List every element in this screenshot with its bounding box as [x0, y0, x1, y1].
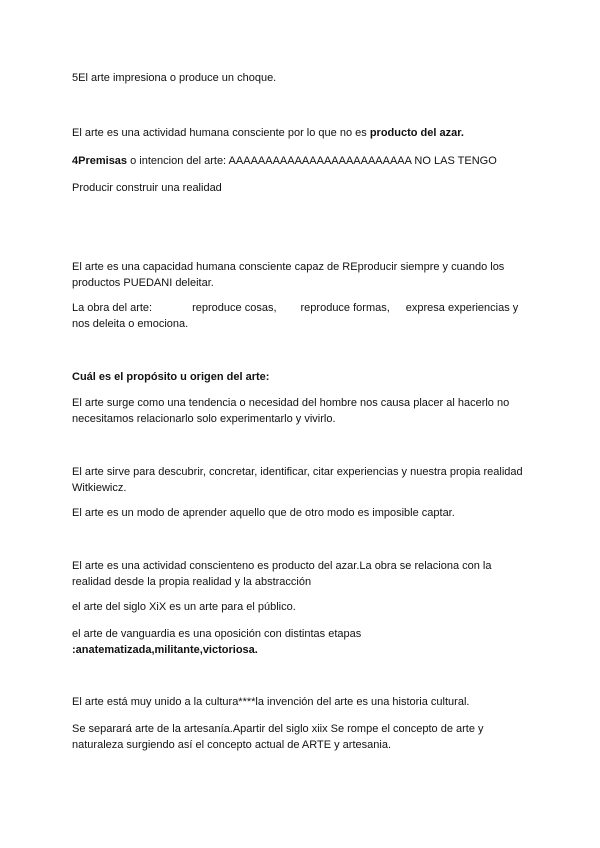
paragraph-artesania: [72, 721, 532, 753]
paragraph-actividad-consciente: [72, 558, 532, 590]
paragraph-text: Producir construir una realidad: [72, 182, 222, 194]
paragraph-text: expresa experiencias y nos deleita o emociona.: [72, 302, 519, 330]
paragraph-tendencia: [72, 395, 532, 427]
paragraph-text: reproduce cosas,: [192, 302, 277, 314]
paragraph-vanguardia: [72, 626, 532, 658]
paragraph-text: Se separará arte de la artesanía.Apartir del siglo xiix Se rompe el concepto de arte y naturaleza surgiendo así el concepto actual de ARTE y artesania.: [72, 723, 484, 751]
bold-text: producto del azar.: [369, 127, 464, 139]
paragraph-text: 5El arte impresiona o produce un choque.: [72, 72, 277, 84]
paragraph-descubrir: [72, 464, 532, 496]
paragraph-aprender: [72, 505, 532, 521]
paragraph-text: reproduce formas,: [300, 302, 390, 314]
section-heading: [72, 369, 532, 385]
paragraph-producir: [72, 180, 532, 196]
paragraph-cultura: [72, 694, 532, 710]
paragraph-premisas: [72, 153, 532, 169]
paragraph-text: el arte del siglo XiX es un arte para el público.: [72, 601, 296, 613]
bold-text: 4Premisas: [72, 155, 128, 167]
paragraph-text: El arte es una actividad humana consciente por lo que no es: [72, 127, 370, 139]
paragraph-text: El arte está muy unido a la cultura****la invención del arte es una historia cultural.: [72, 696, 470, 708]
paragraph-siglo-xix: [72, 599, 532, 615]
paragraph-text: o intencion del arte: AAAAAAAAAAAAAAAAAAAAAAAAA NO LAS TENGO: [127, 155, 497, 167]
paragraph-text: El arte es una actividad conscienteno es producto del azar.La obra se relaciona con la realidad desde la propia realidad y la abstracción: [72, 560, 492, 588]
paragraph-text: El arte es un modo de aprender aquello que de otro modo es imposible captar.: [72, 507, 455, 519]
paragraph-text: El arte surge como una tendencia o necesidad del hombre nos causa placer al hacerlo no necesitamos relacionarlo solo experimentarlo y vivirlo.: [72, 397, 510, 425]
paragraph-text: El arte sirve para descubrir, concretar, identificar, citar experiencias y nuestra propia realidad Witkiewicz.: [72, 466, 523, 494]
paragraph-actividad-humana: [72, 125, 532, 141]
heading-text: Cuál es el propósito u origen del arte:: [72, 371, 270, 383]
paragraph-text: el arte de vanguardia es una oposición con distintas etapas: [72, 628, 362, 640]
paragraph-text: La obra del arte:: [72, 302, 153, 314]
paragraph-text: El arte es una capacidad humana consciente capaz de REproducir siempre y cuando los productos PUEDANI deleitar.: [72, 261, 505, 289]
paragraph-choque: [72, 70, 532, 86]
bold-text: :anatematizada,militante,victoriosa.: [72, 644, 258, 656]
paragraph-obra-del-arte: [72, 300, 532, 332]
paragraph-capacidad-humana: [72, 259, 532, 291]
